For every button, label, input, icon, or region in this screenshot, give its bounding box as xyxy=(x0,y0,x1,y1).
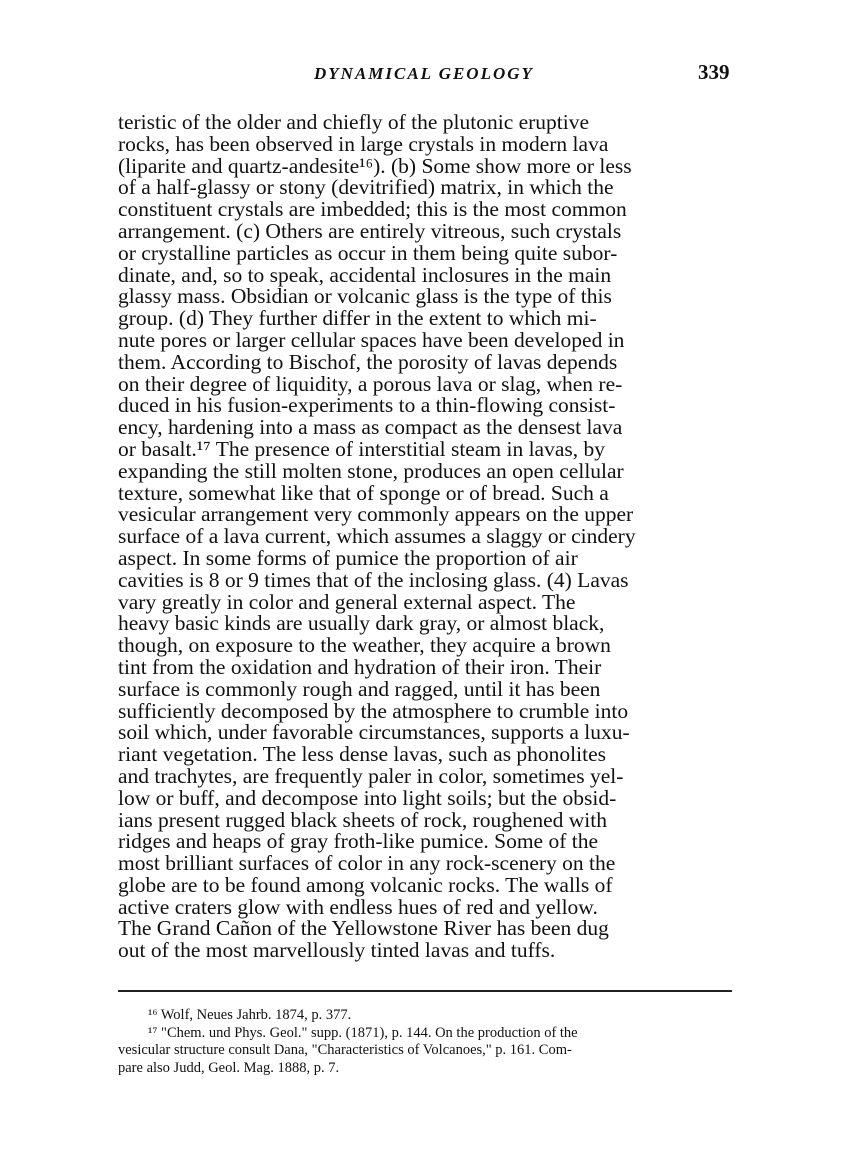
text-line: surface is commonly rough and ragged, until it has been xyxy=(118,676,601,701)
text-line: ridges and heaps of gray froth-like pumice. Some of the xyxy=(118,829,599,854)
text-line: most brilliant surfaces of color in any rock-scenery on the xyxy=(118,851,616,876)
running-title: DYNAMICAL GEOLOGY xyxy=(314,64,534,83)
footnote-line: ¹⁷ "Chem. und Phys. Geol." supp. (1871), p. 144. On the production of the xyxy=(148,1024,578,1041)
text-line: constituent crystals are imbedded; this is the most common xyxy=(118,197,627,222)
text-line: or basalt.¹⁷ The presence of interstitial steam in lavas, by xyxy=(118,436,605,461)
text-line: out of the most marvellously tinted lavas and tuffs. xyxy=(118,938,556,963)
text-line: group. (d) They further differ in the extent to which mi- xyxy=(118,306,597,331)
text-line: though, on exposure to the weather, they acquire a brown xyxy=(118,633,611,658)
text-line: texture, somewhat like that of sponge or of bread. Such a xyxy=(118,480,609,505)
footnotes xyxy=(118,1007,732,1077)
footnote-line: vesicular structure consult Dana, "Characteristics of Volcanoes," p. 161. Com- xyxy=(118,1042,572,1058)
text-line: ians present rugged black sheets of rock, roughened with xyxy=(118,807,607,832)
text-line: teristic of the older and chiefly of the plutonic eruptive xyxy=(118,110,590,134)
text-line: active craters glow with endless hues of red and yellow. xyxy=(118,894,598,919)
page-number: 339 xyxy=(698,60,730,84)
text-line: riant vegetation. The less dense lavas, such as phonolites xyxy=(118,742,607,767)
text-line: globe are to be found among volcanic rocks. The walls of xyxy=(118,872,613,897)
text-line: The Grand Cañon of the Yellowstone River has been dug xyxy=(118,916,609,941)
text-line: expanding the still molten stone, produces an open cellular xyxy=(118,458,624,483)
text-line: duced in his fusion-experiments to a thin-flowing consist- xyxy=(118,393,616,418)
text-line: arrangement. (c) Others are entirely vitreous, such crystals xyxy=(118,218,622,243)
text-line: dinate, and, so to speak, accidental inclosures in the main xyxy=(118,262,612,287)
body-text xyxy=(118,112,732,962)
footnote-line: ¹⁶ Wolf, Neues Jahrb. 1874, p. 377. xyxy=(148,1007,352,1023)
text-line: soil which, under favorable circumstances, supports a luxu- xyxy=(118,720,630,745)
footnote-divider xyxy=(118,990,732,992)
text-line: of a half-glassy or stony (devitrified) matrix, in which the xyxy=(118,175,614,200)
text-line: or crystalline particles as occur in them being quite subor- xyxy=(118,240,618,265)
running-head xyxy=(0,60,850,90)
text-line: glassy mass. Obsidian or volcanic glass is the type of this xyxy=(118,284,612,309)
text-line: heavy basic kinds are usually dark gray, or almost black, xyxy=(118,611,605,636)
text-line: on their degree of liquidity, a porous lava or slag, when re- xyxy=(118,371,623,396)
footnote-line: pare also Judd, Geol. Mag. 1888, p. 7. xyxy=(118,1059,340,1076)
text-line: tint from the oxidation and hydration of their iron. Their xyxy=(118,654,602,679)
text-line: low or buff, and decompose into light soils; but the obsid- xyxy=(118,785,617,810)
text-line: sufficiently decomposed by the atmosphere to crumble into xyxy=(118,698,629,723)
text-line: (liparite and quartz-andesite¹⁶). (b) Some show more or less xyxy=(118,153,632,178)
text-line: and trachytes, are frequently paler in color, sometimes yel- xyxy=(118,763,624,788)
text-line: aspect. In some forms of pumice the proportion of air xyxy=(118,545,578,570)
text-line: ency, hardening into a mass as compact as the densest lava xyxy=(118,415,623,440)
text-line: cavities is 8 or 9 times that of the inclosing glass. (4) Lavas xyxy=(118,567,629,592)
text-line: nute pores or larger cellular spaces have been developed in xyxy=(118,327,625,352)
text-line: vary greatly in color and general external aspect. The xyxy=(118,589,576,614)
text-line: them. According to Bischof, the porosity of lavas depends xyxy=(118,349,618,374)
text-line: vesicular arrangement very commonly appears on the upper xyxy=(118,502,634,527)
text-line: surface of a lava current, which assumes a slaggy or cindery xyxy=(118,524,636,549)
text-line: rocks, has been observed in large crystals in modern lava xyxy=(118,131,609,156)
